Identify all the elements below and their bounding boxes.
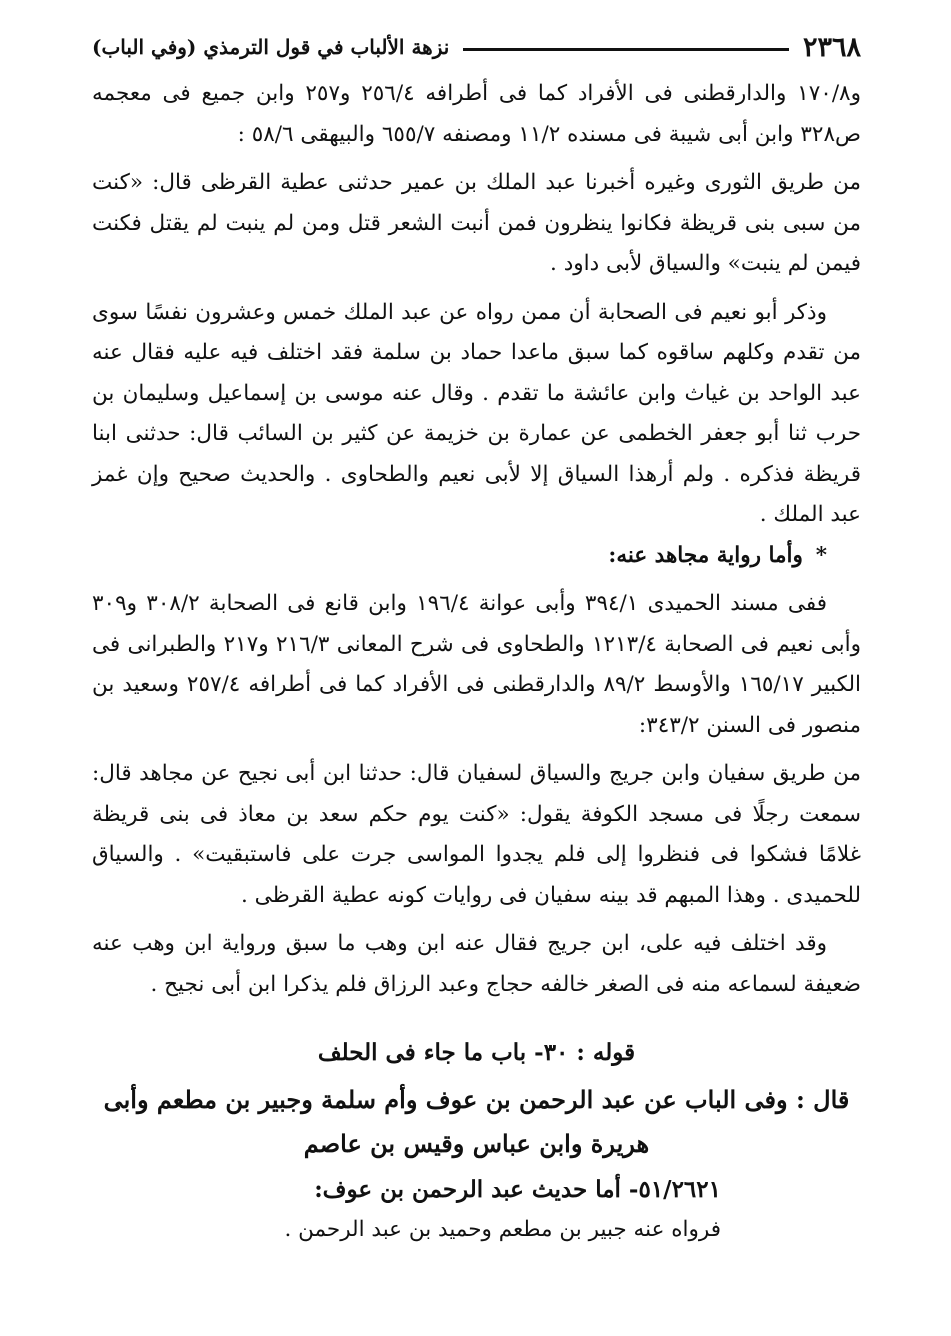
paragraph-references-2: ففى مسند الحميدى ٣٩٤/١ وأبى عوانة ١٩٦/٤ وابن قانع فى الصحابة ٣٠٨/٢ و٣٠٩ وأبى نعيم فى الصحابة ١٢١٣/٤ والطحاوى فى شرح المعانى ٢١٦/٣ و٢١٧ والطبرانى فى الكبير ١٦٥/١٧ والأوسط ٨٩/٢ والدارقطنى فى الأفراد كما فى أطرافه ٢٥٧/٤ وسعيد بن منصور فى السنن ٣٤٣/٢: (92, 591, 862, 738)
paragraph-narration-2: من طريق سفيان وابن جريج والسياق لسفيان قال: حدثنا ابن أبى نجيح عن مجاهد قال: سمعت رجلًا فى مسجد الكوفة يقول: «كنت يوم حكم سعد بن معاذ فى بنى قريظة غلامًا فشكوا فى فنظروا إلى فلم يجدوا المواسى جرت على فاستبقيت» . والسياق للحميدى . وهذا المبهم قد بينه سفيان فى روايات كونه عطية القرظى . (92, 761, 861, 908)
qala-statement: قال : وفى الباب عن عبد الرحمن بن عوف وأم سلمة وجبير بن مطعم وأبى هريرة وابن عباس وقيس بن عاصم (103, 1084, 850, 1158)
running-title: نزهة الألباب في قول الترمذي (وفي الباب) (92, 35, 450, 59)
section-heading-text: وأما رواية مجاهد عنه: (608, 542, 803, 568)
chapter-title: قوله : ٣٠- باب ما جاء فى الحلف (317, 1039, 636, 1066)
section-heading (92, 536, 861, 577)
hadith-heading: ٥١/٢٦٢١- أما حديث عبد الرحمن بن عوف: (314, 1175, 721, 1203)
paragraph-references-1: و١٧٠/٨ والدارقطنى فى الأفراد كما فى أطرافه ٢٥٦/٤ و٢٥٧ وابن جميع فى معجمه ص٣٢٨ وابن أبى شيبة فى مسنده ١١/٢ ومصنفه ٦٥٥/٧ والبيهقى ٥٨/٦ : (92, 81, 861, 147)
paragraph-narration-1: من طريق الثورى وغيره أخبرنا عبد الملك بن عمير حدثنى عطية القرظى قال: «كنت من سبى بنى قريظة فكانوا ينظرون فمن أنبت الشعر قتل ومن لم ينبت لم يقتل فكنت فيمن لم ينبت» والسياق لأبى داود . (92, 170, 861, 276)
bullet-asterisk: * (815, 542, 827, 568)
paragraph-commentary-1: وذكر أبو نعيم فى الصحابة أن ممن رواه عن عبد الملك خمس وعشرون نفسًا سوى من تقدم وكلهم ساقوه كما سبق ماعدا حماد بن سلمة فقد اختلف فيه عليه فقال عنه عبد الواحد بن غياث وابن عائشة ما تقدم . وقال عنه موسى بن إسماعيل وسليمان بن حرب ثنا أبو جعفر الخطمى عن عمارة بن خزيمة عن كثير بن السائب قال: حدثنى ابنا قريظة فذكره . ولم أرهذا السياق إلا لأبى نعيم والطحاوى . والحديث صحيح وإن غمز عبد الملك . (92, 299, 861, 527)
header-rule (463, 48, 789, 51)
last-line: فرواه عنه جبير بن مطعم وحميد بن عبد الرحمن . (284, 1217, 721, 1242)
paragraph-commentary-2: وقد اختلف فيه على، ابن جريج فقال عنه ابن وهب ما سبق ورواية ابن وهب عنه ضعيفة لسماعه منه فى الصغر خالفه حجاج وعبد الرزاق فلم يذكرا ابن أبى نجيح . (92, 931, 861, 997)
page-body (92, 74, 861, 1251)
page-header (92, 30, 861, 64)
page-number: ٢٣٦٨ (802, 31, 861, 63)
